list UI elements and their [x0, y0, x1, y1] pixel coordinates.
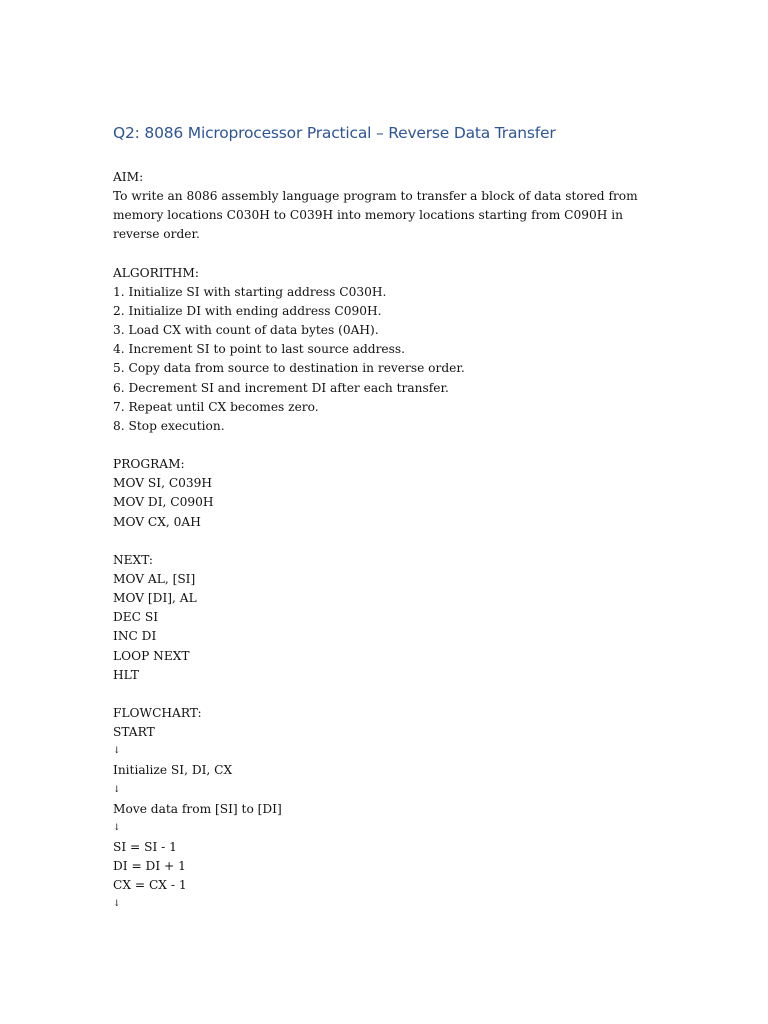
algorithm-step: 6. Decrement SI and increment DI after each transfer.	[113, 380, 449, 395]
algorithm-step: 5. Copy data from source to destination in reverse order.	[113, 361, 465, 376]
program-heading: PROGRAM:	[113, 457, 185, 472]
spacer	[113, 532, 653, 551]
spacer	[113, 245, 653, 264]
algorithm-step: 8. Stop execution.	[113, 418, 225, 433]
algorithm-step: 7. Repeat until CX becomes zero.	[113, 399, 319, 414]
spacer	[113, 436, 653, 455]
flowchart-step: DI = DI + 1	[113, 859, 186, 874]
program-line: MOV SI, C039H	[113, 476, 213, 491]
program-line: MOV AL, [SI]	[113, 572, 196, 586]
document-title: Q2: 8086 Microprocessor Practical – Reverse Data Transfer	[113, 124, 556, 142]
algorithm-step: 3. Load CX with count of data bytes (0AH).	[113, 323, 379, 338]
aim-text: To write an 8086 assembly language program to transfer a block of data stored from memory locations C030H to C039H into memory locations starting from C090H in reverse order.	[113, 189, 638, 242]
algorithm-step: 1. Initialize SI with starting address C030H.	[113, 284, 387, 299]
document-body	[113, 168, 653, 915]
program-line: INC DI	[113, 629, 157, 644]
algorithm-heading: ALGORITHM:	[113, 265, 199, 280]
program-line: MOV DI, C090H	[113, 495, 214, 510]
program-line: DEC SI	[113, 610, 159, 625]
algorithm-step: 4. Increment SI to point to last source address.	[113, 342, 405, 357]
flowchart-step: Move data from [SI] to [DI]	[113, 801, 282, 816]
flowchart-start: START	[113, 725, 155, 740]
program-line: HLT	[113, 667, 139, 682]
algorithm-step: 2. Initialize DI with ending address C090H.	[113, 304, 382, 319]
down-arrow-icon: ↓	[113, 784, 121, 795]
program-line: MOV CX, 0AH	[113, 514, 201, 529]
flowchart-step: SI = SI - 1	[113, 839, 177, 854]
flowchart-heading: FLOWCHART:	[113, 705, 202, 720]
program-line: MOV [DI], AL	[113, 591, 197, 606]
aim-heading: AIM:	[113, 170, 144, 184]
down-arrow-icon: ↓	[113, 822, 121, 833]
next-label: NEXT:	[113, 552, 154, 567]
down-arrow-icon: ↓	[113, 899, 121, 910]
spacer	[113, 685, 653, 704]
down-arrow-icon: ↓	[113, 746, 121, 757]
flowchart-step: Initialize SI, DI, CX	[113, 763, 233, 778]
program-line: LOOP NEXT	[113, 648, 190, 663]
flowchart-step: CX = CX - 1	[113, 878, 187, 893]
